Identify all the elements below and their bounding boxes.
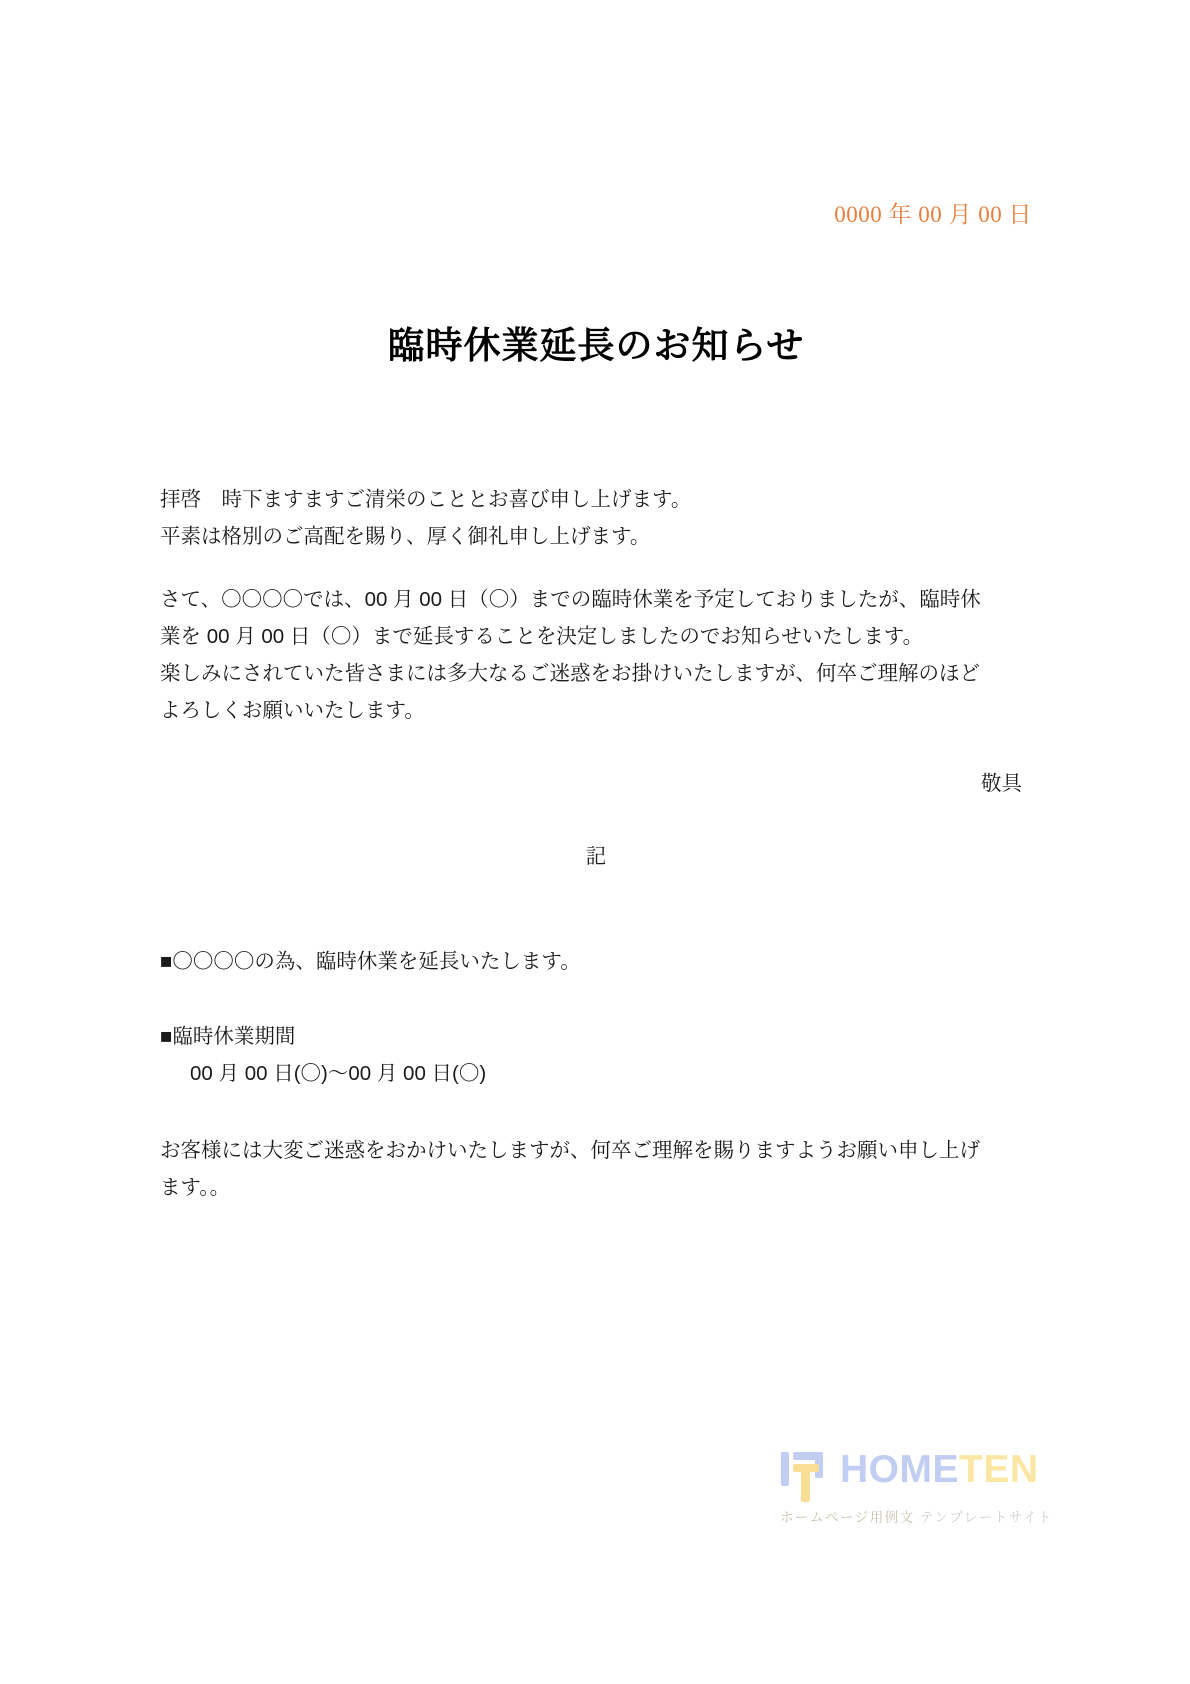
footer-note-paragraph (160, 1132, 1032, 1206)
greeting-paragraph (160, 481, 1032, 555)
hometen-logo-icon (780, 1448, 832, 1504)
body-line-4: よろしくお願いいたします。 (160, 699, 425, 722)
document-content (160, 0, 1032, 1206)
note-period (160, 1018, 1032, 1092)
note-reason: ■〇〇〇〇の為、臨時休業を延長いたします。 (160, 950, 581, 973)
hometen-logo-wordmark (840, 1448, 1039, 1492)
period-value: 00 月 00 日(〇)～00 月 00 日(〇) (190, 1062, 487, 1085)
hometen-logo-row (780, 1448, 1039, 1504)
footer-line-2: ます。。 (160, 1176, 231, 1199)
tagline-left: ホームページ用例文 (780, 1510, 915, 1525)
greeting-line-1: 拝啓 時下ますますご清栄のこととお喜び申し上げます。 (160, 488, 692, 511)
logo-word-ten: TEN (959, 1448, 1039, 1491)
ki-marker: 記 (585, 845, 607, 868)
greeting-line-2: 平素は格別のご高配を賜り、厚く御礼申し上げます。 (160, 525, 651, 548)
logo-word-home: HOME (840, 1448, 959, 1491)
document-title: 臨時休業延長のお知らせ (387, 326, 805, 367)
body-line-1: さて、〇〇〇〇では、00 月 00 日（〇）までの臨時休業を予定しておりましたが、臨時休 (160, 588, 981, 611)
main-body-paragraph (160, 581, 1032, 729)
tagline-right: テンプレートサイト (920, 1510, 1053, 1525)
body-line-3: 楽しみにされていた皆さまには多大なるご迷惑をお掛けいたしますが、何卒ご理解のほど (160, 662, 980, 685)
hometen-logo (780, 1448, 1053, 1526)
hometen-logo-tagline (780, 1506, 1053, 1526)
closing-word: 敬具 (981, 772, 1022, 795)
document-date: 0000 年 00 月 00 日 (834, 202, 1032, 227)
period-heading: ■臨時休業期間 (160, 1025, 296, 1048)
footer-line-1: お客様には大変ご迷惑をおかけいたしますが、何卒ご理解を賜りますようお願い申し上げ (160, 1139, 980, 1162)
body-line-2: 業を 00 月 00 日（〇）まで延長することを決定しましたのでお知らせいたします。 (160, 625, 924, 648)
